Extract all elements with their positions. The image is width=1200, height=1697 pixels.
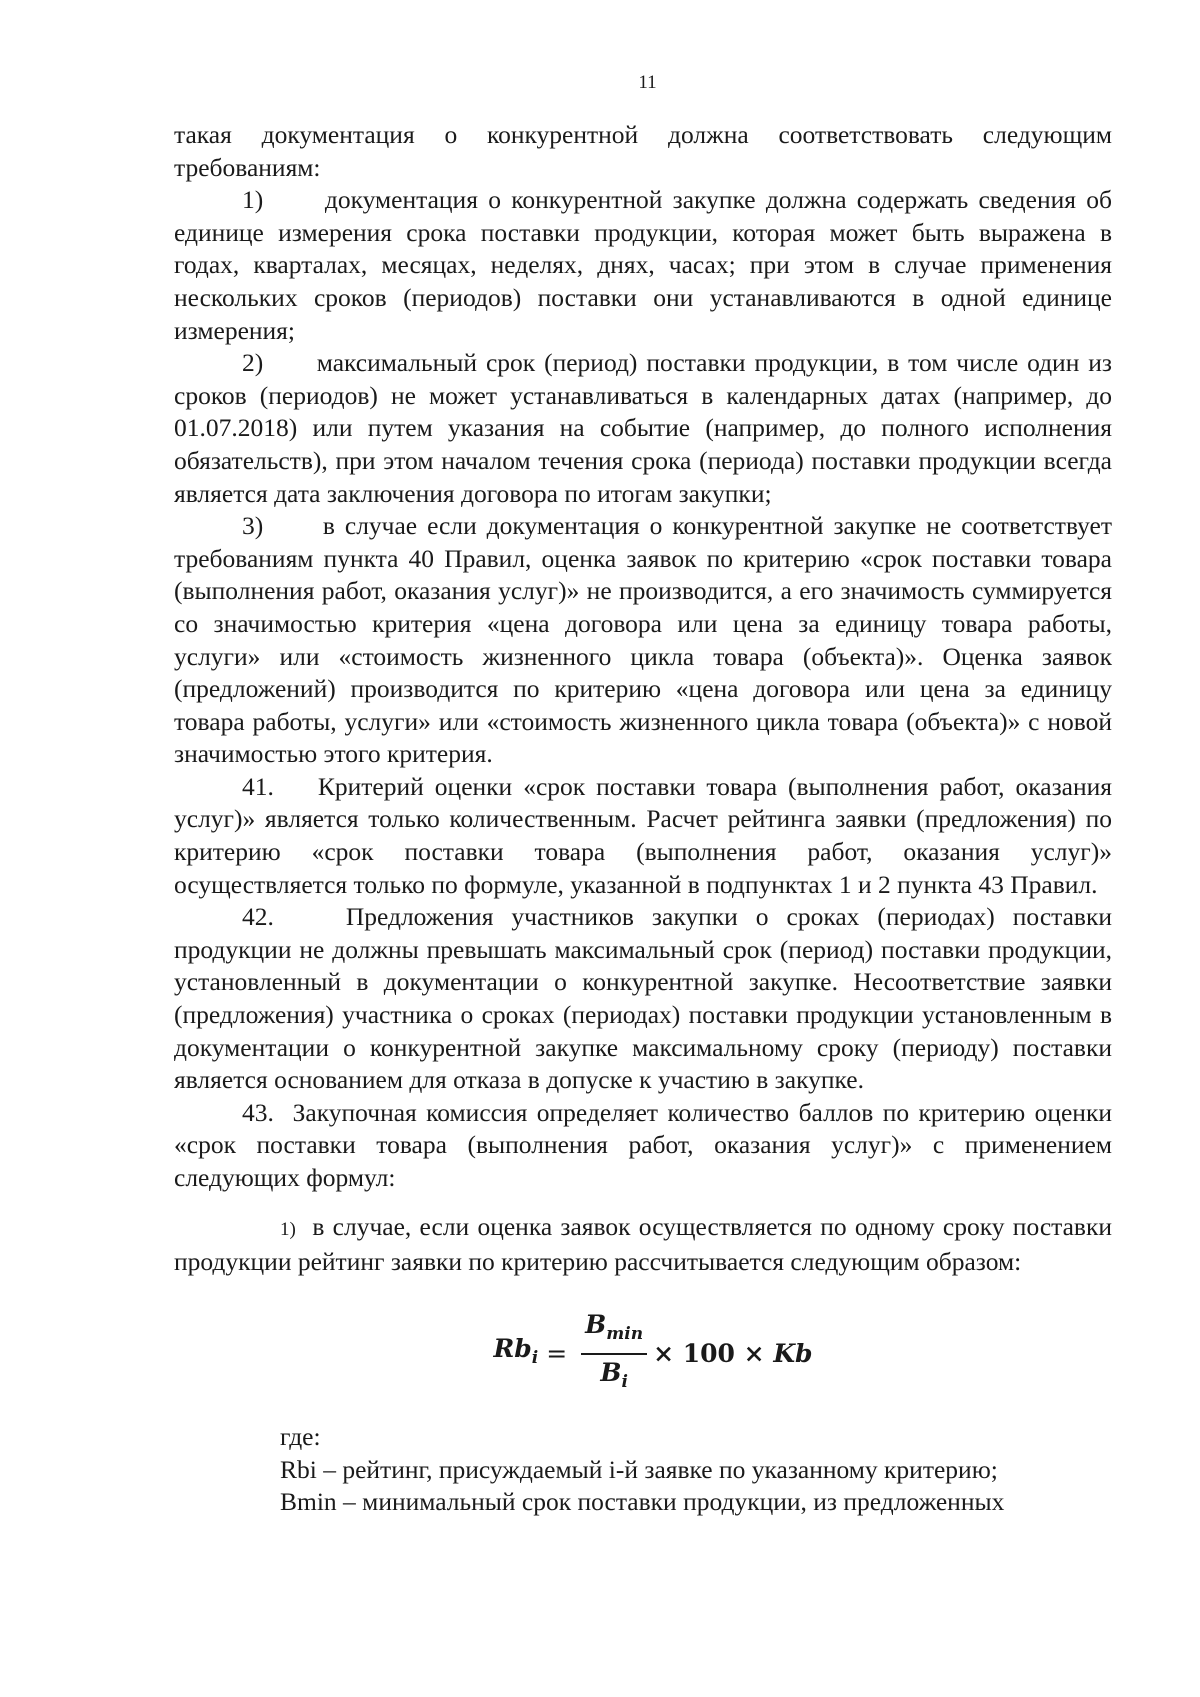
paragraph-subitem-1 [174,1211,1112,1279]
definition-bmin: Bmin – минимальный срок поставки продукции, из предложенных [280,1487,1005,1517]
paragraph-42: 42. Предложения участников закупки о сроках (периодах) поставки продукции не должны превышать максимальный срок (период) поставки продукции, установленный в документации о конкурентной закупке. Несоответствие заявки (предложения) участника о сроках (периодах) поставки продукции установленным в документации о конкурентной закупке максимальному сроку (периоду) поставки является основанием для отказа в допуске к участию в закупке. [174,902,1112,1095]
paragraph-intro: такая документация о конкурентной должна соответствовать следующим требованиям: [174,120,1112,182]
paragraph-item-3: 3) в случае если документация о конкурентной закупке не соответствует требованиям пункта 40 Правил, оценка заявок по критерию «срок поставки товара (выполнения работ, оказания услуг)» не производится, а его значимость суммируется со значимостью критерия «цена договора или цена за единицу товара работы, услуги» или «стоимость жизненного цикла товара (объекта)». Оценка заявок (предложений) производится по критерию «цена договора или цена за единицу товара работы, услуги» или «стоимость жизненного цикла товара (объекта)» с новой значимостью этого критерия. [174,511,1112,769]
paragraph-43: 43. Закупочная комиссия определяет количество баллов по критерию оценки «срок поставки товара (выполнения работ, оказания услуг)» с применением следующих формул: [174,1097,1112,1192]
formula-equals: = [546,1338,568,1368]
subitem-number: 1) [280,1218,296,1240]
rating-formula [174,1309,1112,1399]
formula-fraction [581,1309,647,1399]
formula-multiplier: × 100 × [653,1338,774,1368]
paragraph-item-1: 1) документация о конкурентной закупке должна содержать сведения об единице измерения срока поставки продукции, которая может быть выражена в годах, кварталах, месяцах, неделях, днях, часах; при этом в случае применения нескольких сроков (периодов) поставки они устанавливаются в одной единице измерения; [174,185,1112,345]
definition-rbi: Rbi – рейтинг, присуждаемый i-й заявке по указанному критерию; [280,1454,998,1484]
subitem-text: в случае, если оценка заявок осуществляется по одному сроку поставки продукции рейтинг заявки по критерию рассчитывается следующим образом: [174,1211,1112,1277]
formula-definitions [174,1421,1112,1519]
formula-denominator: $B_i$ [600,1358,628,1393]
formula-lhs: $Rb_i$ [493,1334,539,1369]
paragraph-41: 41. Критерий оценки «срок поставки товара (выполнения работ, оказания услуг)» является только количественным. Расчет рейтинга заявки (предложения) по критерию «срок поставки товара (выполнения работ, оказания услуг)» осуществляется только по формуле, указанной в подпунктах 1 и 2 пункта 43 Правил. [174,771,1112,899]
formula-kb: Kb [773,1338,813,1368]
definitions-where: где: [280,1421,321,1451]
formula-numerator: $B_{min}$ [581,1309,647,1356]
paragraph-item-2: 2) максимальный срок (период) поставки продукции, в том числе один из сроков (периодов) не может устанавливаться в календарных датах (например, до 01.07.2018) или путем указания на событие (например, до полного исполнения обязательств), при этом началом течения срока (периода) поставки продукции всегда является дата заключения договора по итогам закупки; [174,348,1112,508]
document-body [174,119,1112,1519]
page-number: 11 [638,72,657,93]
